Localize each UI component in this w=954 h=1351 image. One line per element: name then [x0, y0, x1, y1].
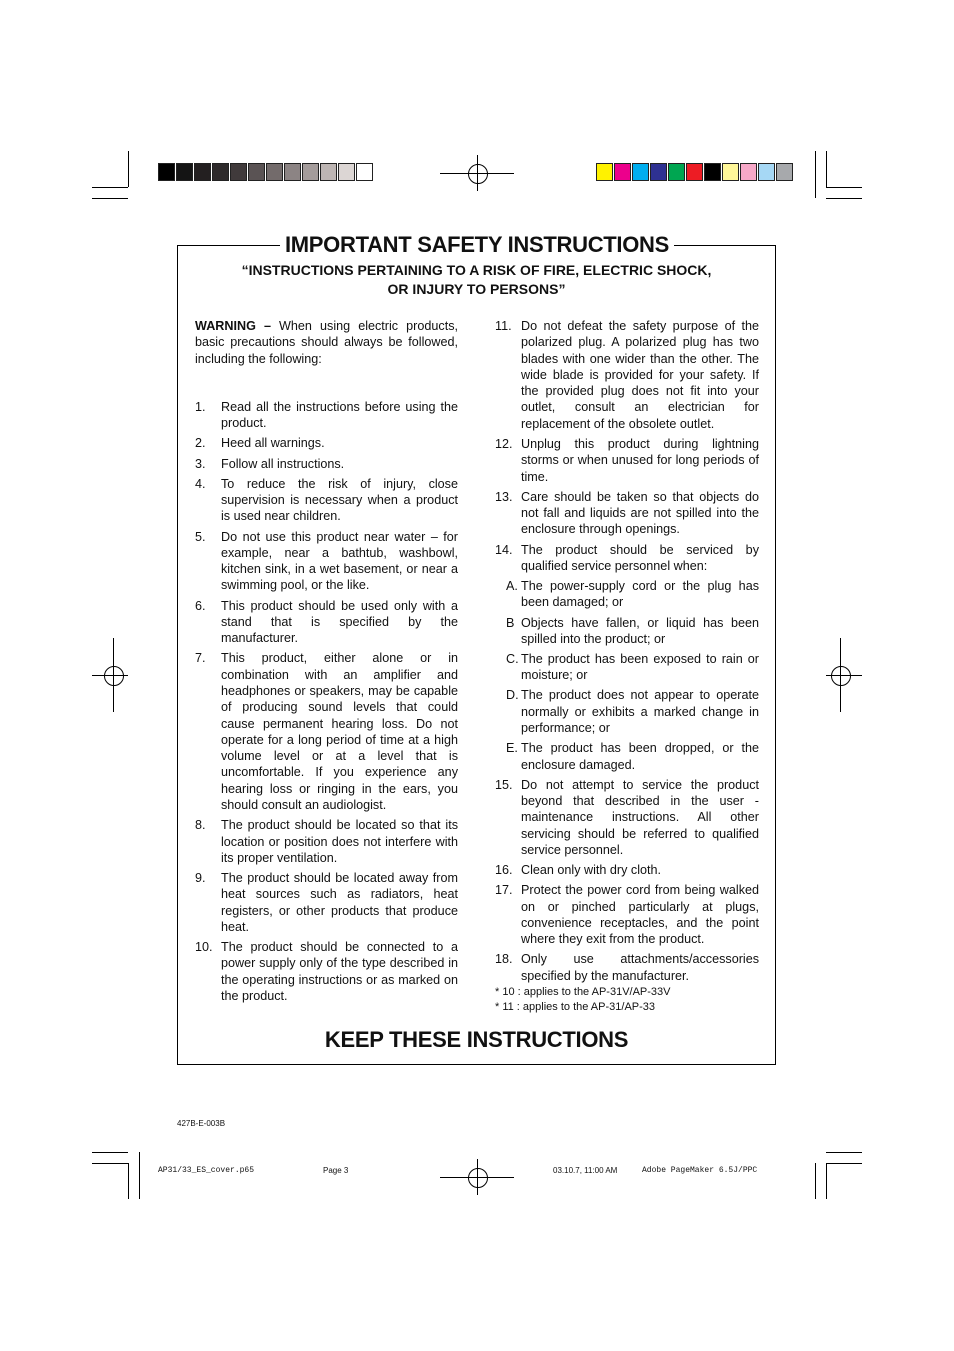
- list-item: [495, 436, 759, 485]
- footnotes: [495, 985, 671, 1015]
- color-swatch: [722, 163, 739, 181]
- document-code: 427B-E-003B: [177, 1119, 226, 1128]
- color-swatch: [248, 163, 265, 181]
- right-list: [495, 318, 759, 574]
- item-number: C.: [506, 651, 519, 666]
- color-swatch: [176, 163, 193, 181]
- item-number: 11.: [495, 319, 512, 333]
- item-number: 3.: [195, 456, 206, 471]
- color-swatch: [650, 163, 667, 181]
- item-text: Do not use this product near water – for example, near a bathtub, washbowl, kitchen sink, in a wet basement, or near a swimming pool, or the like.: [221, 529, 458, 593]
- color-swatch: [302, 163, 319, 181]
- item-text: Follow all instructions.: [221, 456, 345, 471]
- item-text: Read all the instructions before using the product.: [221, 399, 458, 431]
- color-bar: [596, 163, 794, 181]
- list-item: [495, 777, 759, 858]
- registration-circle: [104, 666, 124, 686]
- color-swatch: [740, 163, 757, 181]
- list-item: [495, 489, 759, 538]
- color-swatch: [758, 163, 775, 181]
- crop-mark: [92, 187, 128, 188]
- crop-mark: [128, 1163, 129, 1199]
- list-item: [195, 476, 458, 525]
- item-number: 14.: [495, 542, 513, 557]
- registration-circle: [831, 666, 851, 686]
- list-item: [495, 740, 759, 773]
- keep-instructions-heading: KEEP THESE INSTRUCTIONS: [324, 1027, 629, 1052]
- item-number: 18.: [495, 952, 513, 967]
- crop-mark: [826, 151, 827, 187]
- crop-mark: [139, 1152, 140, 1199]
- color-swatch: [632, 163, 649, 181]
- list-item: [495, 615, 759, 648]
- item-number: 16.: [495, 863, 513, 878]
- item-text: Heed all warnings.: [221, 436, 325, 451]
- list-item: [495, 882, 759, 947]
- right-column: [495, 318, 759, 988]
- item-number: D.: [506, 688, 519, 703]
- item-number: 15.: [495, 777, 513, 792]
- list-item: [495, 687, 759, 736]
- item-text: The product does not appear to operate normally or exhibits a marked change in performance; or: [521, 688, 759, 736]
- color-swatch: [776, 163, 793, 181]
- item-number: 4.: [195, 476, 206, 491]
- warning-paragraph: [195, 318, 458, 367]
- list-item: [495, 951, 759, 984]
- subtitle-line: OR INJURY TO PERSONS”: [387, 281, 566, 297]
- list-item: [495, 651, 759, 684]
- crop-mark: [92, 1163, 128, 1164]
- title-wrap: [280, 230, 674, 260]
- list-item: [495, 578, 759, 611]
- color-swatch: [230, 163, 247, 181]
- item-number: 13.: [495, 489, 513, 504]
- registration-circle: [468, 1168, 488, 1188]
- sub-list: [495, 578, 759, 773]
- item-number: 10.: [195, 940, 213, 955]
- list-item: [195, 399, 458, 432]
- crop-mark: [92, 1152, 128, 1153]
- footer-file: AP31/33_ES_cover.p65: [158, 1166, 255, 1175]
- color-swatch: [320, 163, 337, 181]
- crop-mark: [815, 151, 816, 198]
- item-number: 9.: [195, 871, 206, 886]
- crop-mark: [826, 1152, 862, 1153]
- list-item: [495, 862, 759, 878]
- item-text: Care should be taken so that objects do not fall and liquids are not spilled into the enclosure through openings.: [521, 489, 759, 537]
- item-text: Clean only with dry cloth.: [521, 863, 661, 878]
- color-swatch: [356, 163, 373, 181]
- right-list-2: [495, 777, 759, 984]
- subtitle: [177, 261, 776, 299]
- color-swatch: [614, 163, 631, 181]
- subtitle-line: “INSTRUCTIONS PERTAINING TO A RISK OF FIRE, ELECTRIC SHOCK,: [241, 262, 712, 278]
- registration-circle: [468, 164, 488, 184]
- list-item: [195, 598, 458, 647]
- page-title: IMPORTANT SAFETY INSTRUCTIONS: [284, 232, 670, 257]
- left-list: [195, 399, 458, 1004]
- item-text: To reduce the risk of injury, close supervision is necessary when a product is used near children.: [221, 476, 458, 524]
- item-number: 7.: [195, 651, 206, 666]
- footer-date: 03.10.7, 11:00 AM: [553, 1166, 618, 1175]
- item-text: This product, either alone or in combination with an amplifier and headphones or speakers, may be capable of producing sound levels that could cause permanent hearing loss. Do not operate for a long period of time at a high volume level or at a level that is uncomfortable. If you experience any hearing loss or ringing in the ears, you should consult an audiologist.: [221, 651, 458, 813]
- item-text: The product has been exposed to rain or moisture; or: [521, 651, 759, 683]
- item-text: Do not defeat the safety purpose of the polarized plug. A polarized plug has two blades with one wider than the other. The wide blade is provided for your safety. If the provided plug does not fit into your outlet, consult an electrician for replacement of the obsolete outlet.: [521, 319, 759, 431]
- color-swatch: [704, 163, 721, 181]
- warning-text: When using electric products, basic precautions should always be followed, including the following:: [195, 319, 458, 366]
- item-text: The product has been dropped, or the enclosure damaged.: [521, 741, 759, 772]
- color-swatch: [194, 163, 211, 181]
- left-column: [195, 318, 458, 1008]
- item-number: B: [506, 615, 515, 630]
- item-number: 5.: [195, 529, 206, 544]
- item-text: The product should be connected to a power supply only of the type described in the operating instructions or as marked on the product.: [221, 940, 458, 1003]
- crop-mark: [826, 1163, 827, 1199]
- item-number: 17.: [495, 883, 513, 898]
- crop-mark: [815, 1163, 816, 1199]
- item-text: The product should be serviced by qualified service personnel when:: [521, 542, 759, 573]
- warning-label: WARNING –: [195, 319, 271, 333]
- list-item: [195, 456, 458, 472]
- item-text: The power-supply cord or the plug has been damaged; or: [521, 579, 759, 610]
- item-text: This product should be used only with a stand that is specified by the manufacturer.: [221, 598, 458, 646]
- item-number: 1.: [195, 399, 206, 414]
- footnote: * 11 : applies to the AP-31/AP-33: [495, 1001, 656, 1013]
- item-text: Objects have fallen, or liquid has been spilled into the product; or: [521, 615, 759, 646]
- color-swatch: [686, 163, 703, 181]
- item-text: The product should be located away from heat sources such as radiators, heat registers, or other products that produce heat.: [221, 871, 458, 934]
- color-swatch: [668, 163, 685, 181]
- item-number: 6.: [195, 598, 206, 613]
- color-swatch: [284, 163, 301, 181]
- crop-mark: [92, 198, 128, 199]
- crop-mark: [826, 1163, 862, 1164]
- item-number: 8.: [195, 818, 206, 833]
- footnote: * 10 : applies to the AP-31V/AP-33V: [495, 986, 671, 998]
- item-text: Protect the power cord from being walked on or pinched particularly at plugs, convenience receptacles, and the point where they exit from the product.: [521, 883, 759, 947]
- grayscale-bar: [158, 163, 374, 181]
- color-swatch: [266, 163, 283, 181]
- color-swatch: [158, 163, 175, 181]
- item-number: 12.: [495, 436, 513, 451]
- color-swatch: [338, 163, 355, 181]
- footer-page: Page 3: [323, 1166, 349, 1175]
- crop-mark: [826, 187, 862, 188]
- item-number: 2.: [195, 436, 206, 451]
- item-text: Unplug this product during lightning storms or when unused for long periods of time.: [521, 436, 759, 484]
- crop-mark: [826, 198, 862, 199]
- item-number: A.: [506, 579, 518, 594]
- item-text: Do not attempt to service the product beyond that described in the user - maintenance instructions. All other servicing should be referred to qualified service personnel.: [521, 777, 759, 857]
- list-item: [195, 817, 458, 866]
- item-number: E.: [506, 741, 518, 756]
- footer-app: Adobe PageMaker 6.5J/PPC: [642, 1166, 758, 1175]
- list-item: [195, 529, 458, 594]
- crop-mark: [128, 151, 129, 187]
- item-text: The product should be located so that its location or position does not interfere with its proper ventilation.: [221, 818, 458, 865]
- list-item: [195, 870, 458, 935]
- color-swatch: [212, 163, 229, 181]
- list-item: [195, 650, 458, 813]
- item-text: Only use attachments/accessories specified by the manufacturer.: [521, 952, 759, 983]
- list-item: [495, 542, 759, 575]
- list-item: [495, 318, 759, 432]
- list-item: [195, 939, 458, 1004]
- color-swatch: [596, 163, 613, 181]
- list-item: [195, 435, 458, 451]
